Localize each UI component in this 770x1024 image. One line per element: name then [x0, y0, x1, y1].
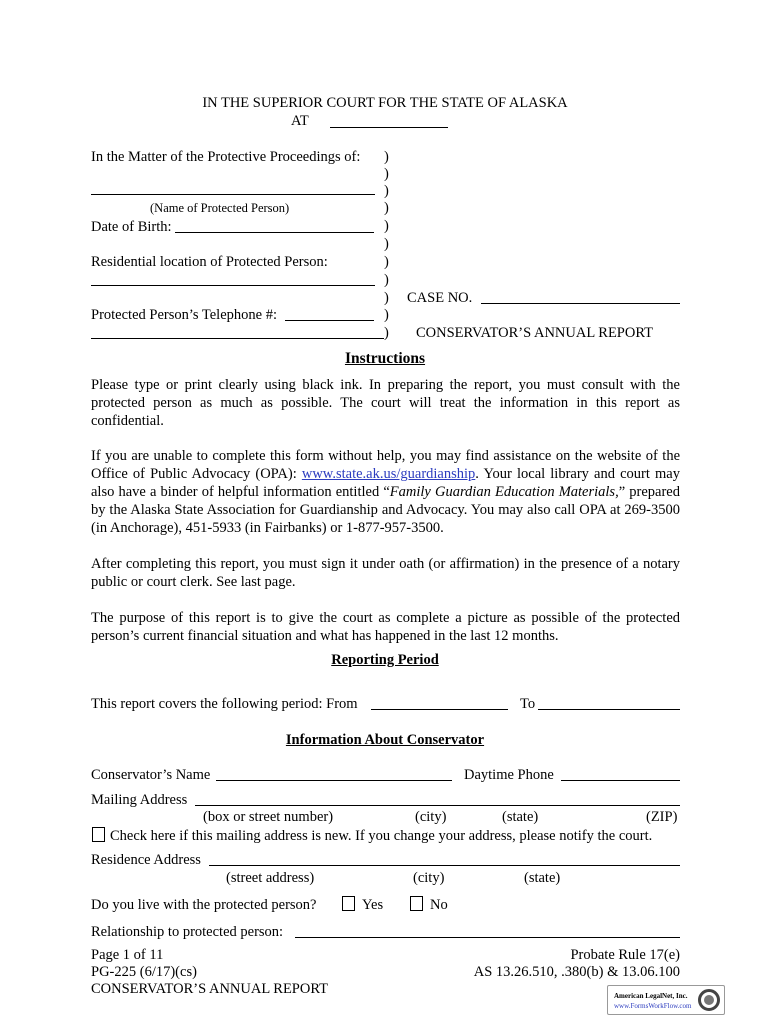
caption-paren: ): [384, 166, 389, 182]
form-number: PG-225 (6/17)(cs): [91, 964, 197, 980]
instructions-paragraph: Please type or print clearly using black ink. In preparing the report, you must consult with the protected person as much as possible. The court will treat the information in this report as confidential.: [91, 377, 680, 429]
caption-paren: ): [384, 218, 389, 234]
daytime-phone-field[interactable]: [561, 780, 680, 781]
report-title: CONSERVATOR’S ANNUAL REPORT: [416, 325, 653, 341]
at-label: AT: [291, 113, 309, 129]
caption-paren: ): [384, 307, 389, 323]
name-caption: (Name of Protected Person): [150, 201, 290, 215]
mailing-address-field[interactable]: [195, 805, 680, 806]
live-with-question: Do you live with the protected person?: [91, 897, 317, 913]
form-name: CONSERVATOR’S ANNUAL REPORT: [91, 981, 328, 997]
statutes: AS 13.26.510, .380(b) & 13.06.100: [473, 964, 680, 980]
opa-website-link[interactable]: www.state.ak.us/guardianship: [301, 466, 476, 482]
residential-location-field[interactable]: [91, 285, 375, 286]
publication-title: Family Guardian Education Materials,: [389, 484, 619, 500]
assistance-text: ” prepared by the Alaska State Association for Guardianship and Advocacy. You may also call OPA at 269-3500 (in Anchorage), 451-5933 (in Fairbanks) or 1-877-957-3500.: [91, 484, 680, 536]
new-address-checkbox[interactable]: [92, 827, 105, 842]
probate-rule: Probate Rule 17(e): [570, 947, 680, 963]
oath-paragraph: After completing this report, you must sign it under oath (or affirmation) in the presence of a notary public or court clerk. See last page.: [91, 556, 680, 590]
relationship-label: Relationship to protected person:: [91, 924, 284, 940]
residential-label: Residential location of Protected Person:: [91, 254, 328, 270]
caption-paren: ): [384, 183, 389, 199]
matter-label: In the Matter of the Protective Proceedings of:: [91, 149, 361, 165]
caption-paren: ): [384, 236, 389, 252]
res-city-caption: (city): [413, 870, 445, 886]
residence-address-label: Residence Address: [91, 852, 201, 868]
assistance-text: If you are unable to complete this form without help, you may find assistance on the website of the Office of Public Advocacy (OPA):: [91, 448, 680, 482]
assistance-paragraph: [91, 447, 680, 537]
yes-label: Yes: [362, 897, 384, 913]
protected-person-name-field[interactable]: [91, 194, 375, 195]
conservator-heading: Information About Conservator: [285, 732, 485, 748]
caption-paren: ): [384, 325, 389, 341]
mailing-address-label: Mailing Address: [91, 792, 188, 808]
period-from-label: This report covers the following period: From: [91, 696, 358, 712]
at-location-field[interactable]: [330, 127, 448, 128]
caption-paren: ): [384, 149, 389, 165]
purpose-paragraph: The purpose of this report is to give the court as complete a picture as possible of the protected person’s current financial situation and what has happened in the last 12 months.: [91, 610, 680, 644]
city-caption: (city): [415, 809, 447, 825]
reporting-period-heading: Reporting Period: [331, 652, 439, 668]
court-title: IN THE SUPERIOR COURT FOR THE STATE OF ALASKA: [202, 95, 568, 111]
caption-bottom-rule: [91, 338, 384, 339]
res-state-caption: (state): [524, 870, 561, 886]
american-legalnet-logo: [607, 985, 725, 1015]
street-caption: (street address): [226, 870, 315, 886]
period-to-label: To: [520, 696, 536, 712]
page-number: Page 1 of 11: [91, 947, 164, 963]
daytime-phone-label: Daytime Phone: [464, 767, 554, 783]
box-caption: (box or street number): [203, 809, 334, 825]
conservator-name-field[interactable]: [216, 780, 452, 781]
zip-caption: (ZIP): [646, 809, 678, 825]
case-no-field[interactable]: [481, 303, 680, 304]
assistance-text: . Your local library and court may also have a binder of helpful information entitled “: [91, 466, 680, 500]
state-caption: (state): [502, 809, 539, 825]
telephone-label: Protected Person’s Telephone #:: [91, 307, 277, 323]
dob-label: Date of Birth:: [91, 219, 172, 235]
caption-paren: ): [384, 254, 389, 270]
caption-paren: ): [384, 290, 389, 306]
no-checkbox[interactable]: [410, 896, 423, 911]
seal-icon: [698, 989, 720, 1011]
caption-paren: ): [384, 200, 389, 216]
relationship-field[interactable]: [295, 937, 680, 938]
instructions-heading: Instructions: [344, 350, 426, 367]
logo-line-1: American LegalNet, Inc.: [614, 992, 688, 1000]
no-label: No: [430, 897, 448, 913]
caption-paren: ): [384, 272, 389, 288]
yes-checkbox[interactable]: [342, 896, 355, 911]
conservator-name-label: Conservator’s Name: [91, 767, 211, 783]
logo-line-2: www.FormsWorkFlow.com: [614, 1002, 692, 1010]
telephone-field[interactable]: [285, 320, 374, 321]
period-to-field[interactable]: [538, 709, 680, 710]
new-address-text: Check here if this mailing address is new. If you change your address, please notify the court.: [110, 828, 653, 844]
dob-field[interactable]: [175, 232, 374, 233]
case-no-label: CASE NO.: [407, 290, 473, 306]
period-from-field[interactable]: [371, 709, 508, 710]
residence-address-field[interactable]: [209, 865, 680, 866]
